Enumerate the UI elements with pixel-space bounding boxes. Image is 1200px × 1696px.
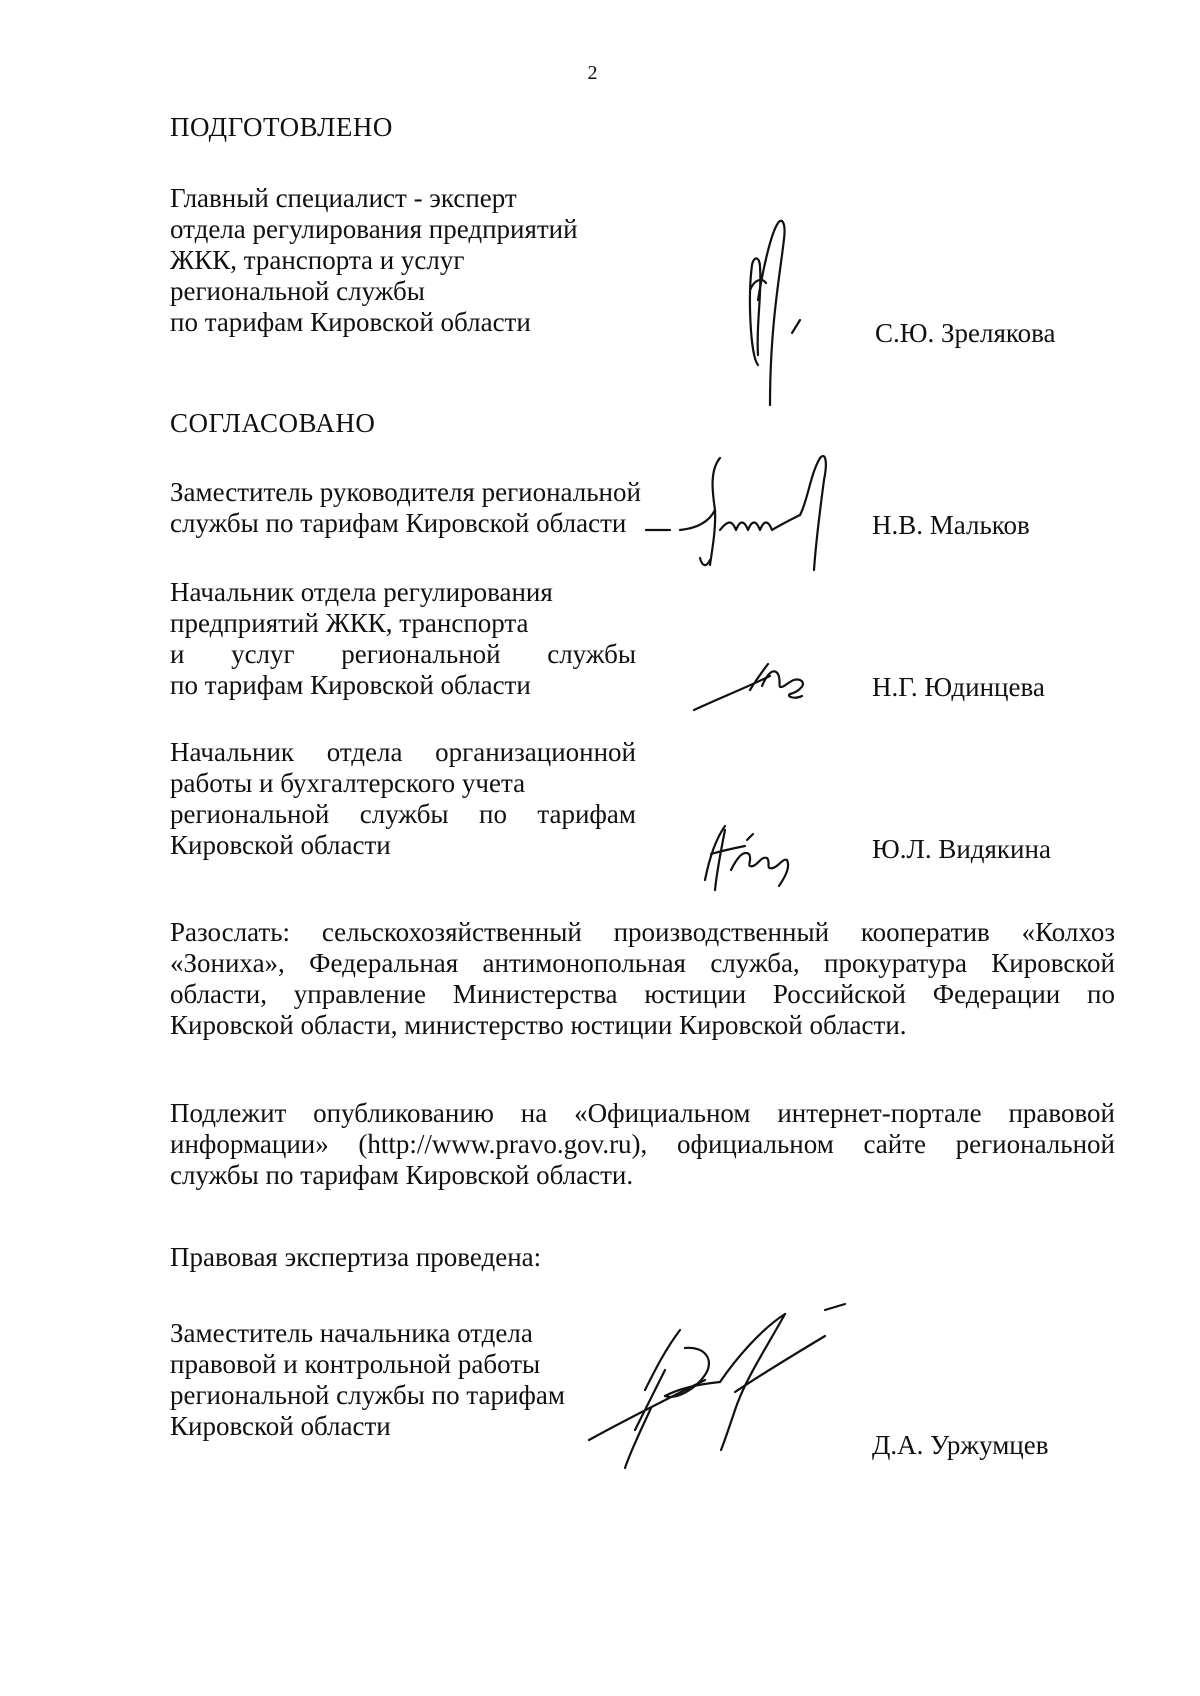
signer-name: Н.Г. Юдинцева (872, 672, 1045, 702)
page-number: 2 (587, 62, 598, 84)
position-line: Заместитель начальника отдела (170, 1318, 533, 1348)
position-line: по тарифам Кировской области (170, 670, 531, 700)
position-line: ЖКК, транспорта и услуг (170, 245, 465, 275)
prepared-position (170, 183, 578, 338)
paragraph-line: «Зониха», Федеральная антимонопольная служба, прокуратура Кировской (170, 948, 1115, 978)
publication-paragraph (170, 1098, 1115, 1191)
position-line: региональной службы по тарифам (170, 1380, 565, 1410)
position-line: правовой и контрольной работы (170, 1349, 541, 1379)
position-line: Главный специалист - эксперт (170, 183, 517, 213)
signer-name: С.Ю. Зрелякова (875, 318, 1056, 348)
distribution-paragraph (170, 917, 1115, 1041)
position-line: Заместитель руководителя региональной (170, 477, 641, 507)
paragraph-line: Разослать: сельскохозяйственный производственный кооператив «Колхоз (170, 917, 1115, 947)
position-line: предприятий ЖКК, транспорта (170, 608, 529, 638)
signature-vidyakina (695, 810, 825, 900)
position-line: отдела регулирования предприятий (170, 214, 578, 244)
paragraph-line: Кировской области, министерство юстиции Кировской области. (170, 1010, 907, 1040)
signature-yudintseva (690, 650, 830, 720)
signer-name: Н.В. Мальков (872, 510, 1030, 540)
position-line: Начальник отдела организационной (170, 737, 636, 767)
position-line: службы по тарифам Кировской области (170, 508, 627, 538)
paragraph-line: области, управление Министерства юстиции Российской Федерации по (170, 979, 1115, 1009)
legal-review-position (170, 1318, 565, 1442)
paragraph-line: информации» (http://www.pravo.gov.ru), официальном сайте региональной (170, 1129, 1115, 1159)
position-line: работы и бухгалтерского учета (170, 768, 526, 798)
position-line: региональной службы по тарифам (170, 799, 636, 829)
position-line: Кировской области (170, 830, 391, 860)
signature-malkov (640, 450, 870, 580)
agreed-position-3 (170, 737, 636, 861)
signer-name: Ю.Л. Видякина (872, 834, 1051, 864)
legal-review-heading: Правовая экспертиза проведена: (170, 1242, 542, 1272)
prepared-heading: ПОДГОТОВЛЕНО (170, 112, 393, 142)
position-line: региональной службы (170, 276, 425, 306)
signature-zrelyakova (740, 205, 820, 405)
position-line: по тарифам Кировской области (170, 307, 531, 337)
paragraph-line: службы по тарифам Кировской области. (170, 1160, 634, 1190)
position-line: Кировской области (170, 1411, 391, 1441)
paragraph-line: Подлежит опубликованию на «Официальном интернет-портале правовой (170, 1098, 1115, 1128)
position-line: Начальник отдела регулирования (170, 577, 553, 607)
agreed-position-2 (170, 577, 636, 701)
agreed-heading: СОГЛАСОВАНО (170, 408, 376, 438)
signer-name: Д.А. Уржумцев (872, 1430, 1049, 1460)
agreed-position-1 (170, 477, 641, 539)
position-line: и услуг региональной службы (170, 639, 636, 669)
signature-urzhumtsev (585, 1300, 905, 1480)
